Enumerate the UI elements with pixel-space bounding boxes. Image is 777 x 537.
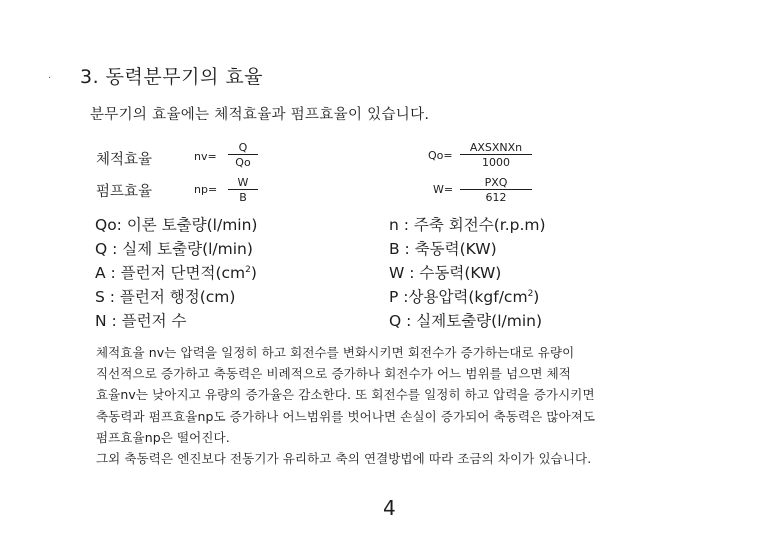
pump-efficiency-label: 펌프효율	[96, 184, 153, 200]
volumetric-efficiency-var: nv=	[194, 150, 217, 163]
pump-efficiency-fraction	[228, 176, 258, 204]
definition-q: Q : 실제 토출량(l/min)	[95, 240, 253, 258]
margin-dot: .	[48, 70, 52, 81]
definition-w: W : 수동력(KW)	[389, 264, 502, 282]
fraction-denominator: 1000	[482, 156, 510, 169]
intro-sentence: 분무기의 효율에는 체적효율과 펌프효율이 있습니다.	[90, 107, 430, 123]
closing-paren: )	[533, 288, 540, 306]
fraction-numerator: W	[228, 176, 258, 190]
definition-n-rpm: n : 주축 회전수(r.p.m)	[389, 216, 546, 234]
theoretical-discharge-var: Qo=	[428, 149, 453, 162]
superscript-2: 2	[245, 265, 251, 275]
explanation-paragraph	[96, 342, 595, 469]
water-power-var: W=	[433, 183, 454, 196]
closing-paren: )	[250, 264, 257, 282]
fraction-denominator: 612	[485, 191, 507, 204]
definition-n-plunger: N : 플런저 수	[95, 312, 187, 330]
definition-q-actual: Q : 실제토출량(l/min)	[389, 312, 542, 330]
definition-s: S : 플런저 행정(cm)	[95, 288, 236, 306]
definition-p-text: P :상용압력(kgf/cm	[389, 288, 528, 306]
fraction-numerator: AXSXNXn	[460, 141, 532, 155]
definition-a	[95, 261, 257, 283]
fraction-denominator: Qo	[235, 156, 251, 169]
paragraph-line: 체적효율 nv는 압력을 일정히 하고 회전수를 변화시키면 회전수가 증가하는대로 유량이	[96, 345, 575, 360]
definition-b: B : 축동력(KW)	[389, 240, 497, 258]
fraction-numerator: Q	[228, 141, 258, 155]
fraction-denominator: B	[239, 191, 247, 204]
volumetric-efficiency-label: 체적효율	[96, 152, 153, 168]
paragraph-line: 축동력과 펌프효율np도 증가하나 어느범위를 벗어나면 손실이 증가되어 축동력은 많아져도	[96, 408, 596, 424]
water-power-fraction	[460, 176, 532, 204]
section-title: 3. 동력분무기의 효율	[80, 66, 264, 88]
pump-efficiency-var: np=	[194, 183, 218, 196]
page-number: 4	[383, 496, 396, 520]
definition-p	[389, 285, 539, 307]
fraction-numerator: PXQ	[460, 176, 532, 190]
definition-qo: Qo: 이론 토출량(l/min)	[95, 216, 258, 234]
superscript-2: 2	[527, 289, 534, 299]
definition-a-text: A : 플런저 단면적(cm	[95, 264, 246, 282]
paragraph-line: 직선적으로 증가하고 축동력은 비례적으로 증가하나 회전수가 어느 범위를 넘으면 체적	[96, 366, 571, 382]
theoretical-discharge-fraction	[460, 141, 532, 169]
paragraph-line: 효율nv는 낮아지고 유량의 증가율은 감소한다. 또 회전수를 일정히 하고 압력을 증가시키면	[96, 387, 595, 403]
paragraph-line: 펌프효율np은 떨어진다.	[96, 429, 230, 445]
volumetric-efficiency-fraction	[228, 141, 258, 169]
paragraph-line: 그외 축동력은 엔진보다 전동기가 유리하고 축의 연결방법에 따라 조금의 차이가 있습니다.	[96, 451, 592, 467]
